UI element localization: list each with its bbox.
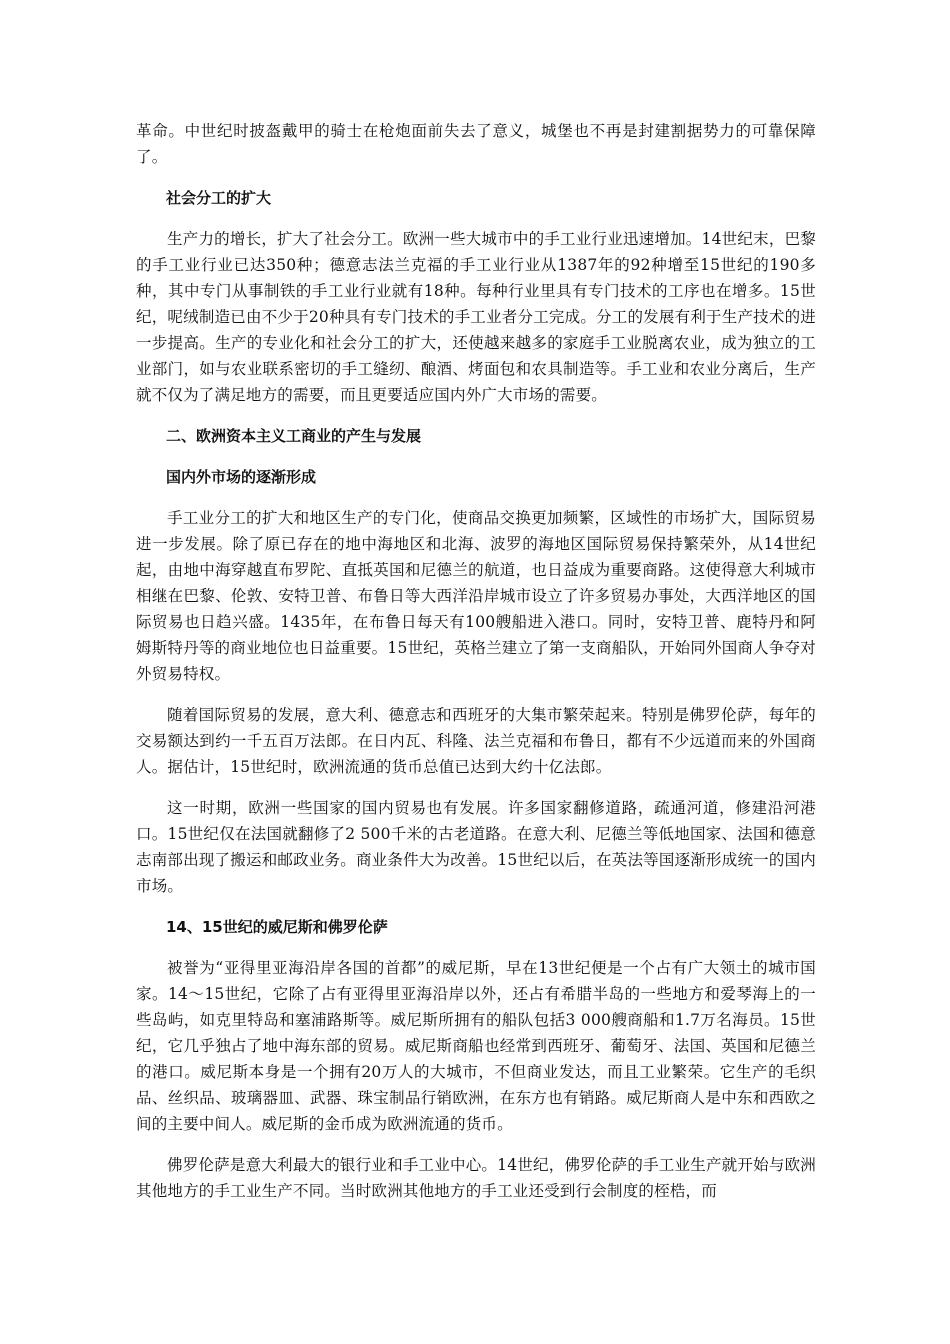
section-heading-division-of-labor: 社会分工的扩大 [166,189,272,207]
section-heading-markets: 国内外市场的逐渐形成 [166,468,317,486]
paragraph-division-of-labor: 生产力的增长，扩大了社会分工。欧洲一些大城市中的手工业行业迅速增加。14世纪末，巴黎的手工业行业已达350种；德意志法兰克福的手工业行业从1387年的92种增至15世纪的190多种，其中专门从事制铁的手工业行业就有18种。每种行业里具有专门技术的工序也在增多。15世纪，呢绒制造已由不少于20种具有专门技术的手工业者分工完成。分工的发展有利于生产技术的进一步提高。生产的专业化和社会分工的扩大，还使越来越多的家庭手工业脱离农业，成为独立的工业部门，如与农业联系密切的手工缝纫、酿酒、烤面包和农具制造等。手工业和农业分离后，生产就不仅为了满足地方的需要，而且更要适应国内外广大市场的需要。 [136,230,816,404]
paragraph-domestic-trade: 这一时期，欧洲一些国家的国内贸易也有发展。许多国家翻修道路，疏通河道，修建沿河港口。15世纪仅在法国就翻修了2 500千米的古老道路。在意大利、尼德兰等低地国家、法国和德意志南部出现了搬运和邮政业务。商业条件大为改善。15世纪以后，在英法等国逐渐形成统一的国内市场。 [136,799,816,895]
paragraph-continuation: 革命。中世纪时披盔戴甲的骑士在枪炮面前失去了意义，城堡也不再是封建割据势力的可靠保障了。 [136,122,816,166]
section-heading-venice-florence: 14、15世纪的威尼斯和佛罗伦萨 [166,918,388,936]
paragraph-fairs: 随着国际贸易的发展，意大利、德意志和西班牙的大集市繁荣起来。特别是佛罗伦萨，每年的交易额达到约一千五百万法郎。在日内瓦、科隆、法兰克福和布鲁日，都有不少远道而来的外国商人。据估计，15世纪时，欧洲流通的货币总值已达到大约十亿法郎。 [136,706,816,776]
document-page [136,118,816,1219]
paragraph-florence: 佛罗伦萨是意大利最大的银行业和手工业中心。14世纪，佛罗伦萨的手工业生产就开始与欧洲其他地方的手工业生产不同。当时欧洲其他地方的手工业还受到行会制度的桎梏，而 [136,1156,816,1200]
paragraph-international-trade: 手工业分工的扩大和地区生产的专门化，使商品交换更加频繁，区域性的市场扩大，国际贸易进一步发展。除了原已存在的地中海地区和北海、波罗的海地区国际贸易保持繁荣外，从14世纪起，由地中海穿越直布罗陀、直抵英国和尼德兰的航道，也日益成为重要商路。这使得意大利城市相继在巴黎、伦敦、安特卫普、布鲁日等大西洋沿岸城市设立了许多贸易办事处，大西洋地区的国际贸易也日趋兴盛。1435年，在布鲁日每天有100艘船进入港口。同时，安特卫普、鹿特丹和阿姆斯特丹等的商业地位也日益重要。15世纪，英格兰建立了第一支商船队，开始同外国商人争夺对外贸易特权。 [136,509,816,683]
chapter-heading-capitalism: 二、欧洲资本主义工商业的产生与发展 [166,427,422,445]
paragraph-venice: 被誉为“亚得里亚海沿岸各国的首都”的威尼斯，早在13世纪便是一个占有广大领土的城市国家。14～15世纪，它除了占有亚得里亚海沿岸以外，还占有希腊半岛的一些地方和爱琴海上的一些岛屿，如克里特岛和塞浦路斯等。威尼斯所拥有的船队包括3 000艘商船和1.7万名海员。15世纪，它几乎独占了地中海东部的贸易。威尼斯商船也经常到西班牙、葡萄牙、法国、英国和尼德兰的港口。威尼斯本身是一个拥有20万人的大城市，不但商业发达，而且工业繁荣。它生产的毛织品、丝织品、玻璃器皿、武器、珠宝制品行销欧洲，在东方也有销路。威尼斯商人是中东和西欧之间的主要中间人。威尼斯的金币成为欧洲流通的货币。 [136,959,816,1133]
